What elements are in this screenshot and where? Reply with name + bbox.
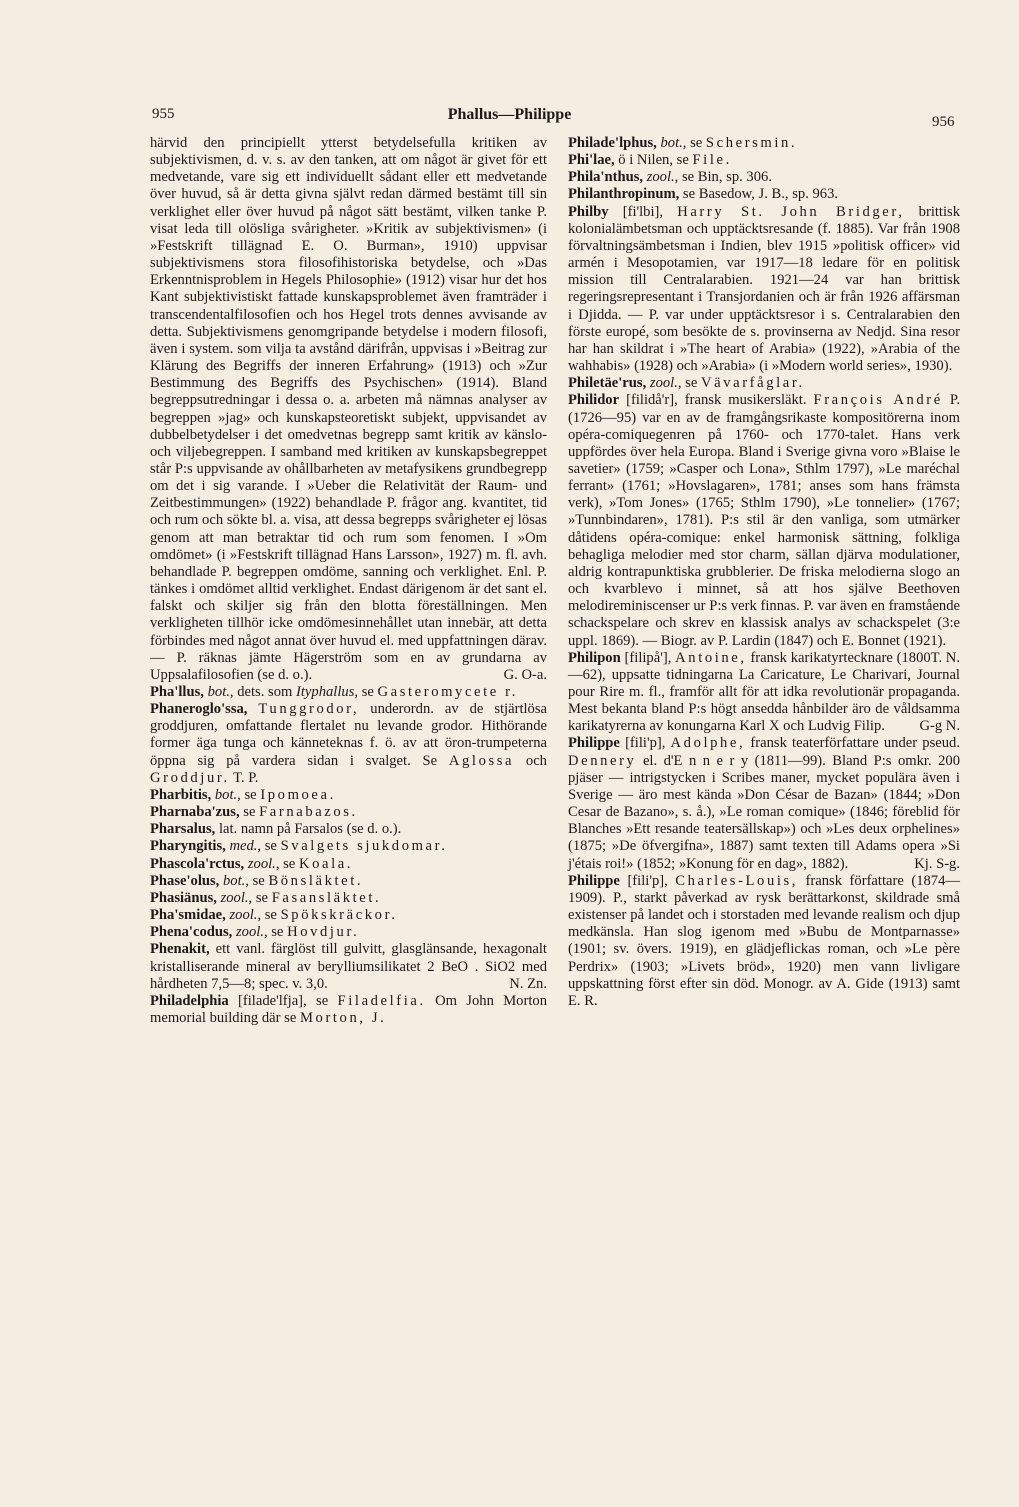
entry-philadelphus: Philade'lphus, bot., se Schersmin. xyxy=(568,135,798,151)
entry-phallus: Pha'llus, bot., dets. som Ityphallus, se Gasteromycete r. xyxy=(150,684,518,700)
page-number-right: 956 xyxy=(932,114,955,130)
entry-pharnabazus: Pharnaba'zus, se Farnabazos. xyxy=(150,804,358,821)
entry-pharbitis: Pharbitis, bot., se Ipomoea. xyxy=(150,786,336,803)
entry-philippe-charles-louis: Philippe [fili'p], Charles-Louis, fransk författare (1874—1909). P., starkt påverkad av rysk berättarkonst, skildrade små existenser på landet och i storstaden med levande realism och djup medkänsla. Han slog igenom med »Bubu de Montparnasse» (1901; sv. övers. 1919), en glädjeflickas roman, och »Le père Perdrix» (1903; »Livets bröd», 1920) men vann livligare uppskattning först efter sin död. Monogr. av A. Gide (1913) samt E. R. xyxy=(568,872,960,1009)
entry-philippe-adolphe: Philippe [fili'p], Adolphe, fransk teaterförfattare under pseud. Dennery el. d'E n n e r y (1811—99). Bland P:s omkr. 200 pjäser — intrigstycken i Scribes maner, mycket populära även i Sverige — äro mest kända »Don César de Bazan» (1844; »Don Cesar de Bazano», s. å.), »Le roman comique» (1846; föreblid för Blanches »Ett resande teatersällskap») och »Les deux orphelines» (1875; »De öfvergifna», 1887) samt texten till Adams opera »Si j'étais roi!» (1852; »Konung för en dag», 1882). Kj. S-g. xyxy=(568,735,960,872)
entry-phenakit: Phenakit, ett vanl. färglöst till gulvitt, glasglänsande, hexagonalt kristalliserande mineral av berylliumsilikatet 2 BeO . SiO2 med hårdheten 7,5—8; spec. v. 3,0. N. Zn. xyxy=(150,941,547,992)
entry-philidor: Philidor [filidå'r], fransk musikersläkt. François André P. (1726—95) var en av de framgångsrikaste kompositörerna inom opéra-comiquegenren på 1760- och 1770-talet. Hans verk uppfördes över hela Europa. Bland i Sverige givna voro »Blaise le savetier» (1759; »Casper och Lona», Sthlm 1797), »Le maréchal ferrant» (1761; »Hovslagaren», 1781; anses som hans främsta verk), »Tom Jones» (1765; Sthlm 1790), »Le tonnelier» (1767; »Tunnbindaren», 1781). P:s stil är den vanliga, som utmärker dåtidens opéra-comique: enkel harmonisk sättning, folkliga behagliga melodier med stor charm, sällan djärva modulationer, aldrig kontrapunktiska grubblerier. De friska melodierna slogo an och kvarblevo i minnet, så att hos själve Beethoven melodireminiscenser ur P:s verk finnas. P. var även en framstående schackspelare och skrev en klassisk analys av schackspelet (3:e uppl. 1869). — Biogr. av P. Lardin (1847) och E. Bonnet (1921). T. N. xyxy=(568,392,960,666)
entry-phascolarctus: Phascola'rctus, zool., se Koala. xyxy=(150,855,354,872)
entry-philby: Philby [fi'lbi], Harry St. John Bridger, brittisk kolonialämbetsman och upptäcktsresande (f. 1885). Var från 1908 förvaltningsämbetsman i Indien, blev 1915 »politisk officer» vid armén i Mesopotamien, var 1917—18 ledare för en politisk mission till Centralarabien. 1921—24 var han brittisk regeringsrepresentant i Transjordanien och är från 1926 affärsman i Djidda. — P. var under upptäcktsresor i s. Centralarabien den förste europé, som besökte de s. provinserna av Nedjd. Sina resor har han skildrat i »The heart of Arabia» (1922), »Arabia of the wahhabis» (1928) och »Arabia» (i »Modern world series», 1930). xyxy=(568,203,961,375)
entry-phasianus: Phasiänus, zool., se Fasansläktet. xyxy=(150,889,382,906)
entry-phaneroglossa: Phaneroglo'ssa, Tunggrodor, underordn. av de stjärtlösa groddjuren, omfattande flertalet nu levande grodor. Hithörande former äga tunga och känneteknas f. ö. av att öron-trumpeterna öppna sig på vardera sidan i svalget. Se Aglossa och Groddjur. T. P. xyxy=(150,701,548,786)
signature: G. O-a. xyxy=(503,666,547,683)
entry-philetaerus: Philetäe'rus, zool., se Vävarfåglar. xyxy=(568,375,805,392)
page-number-left: 955 xyxy=(152,106,175,122)
entry-philipon: Philipon [filipå'], Antoine, fransk karikatyrtecknare (1800—62), uppsatte tidningarna La Caricature, Le Charivari, Journal pour Rire m. fl., framför allt för att idka revolutionär propaganda. Mest bekanta bland P:s högt ansedda hånbilder äro de våldsamma karikatyrerna av konungarna Karl X och Ludvig Filip. G-g N. xyxy=(568,649,960,735)
entry-pharyngitis: Pharyngitis, med., se Svalgets sjukdomar. xyxy=(150,838,448,855)
left-column xyxy=(150,135,547,1027)
entry-phaseolus: Phase'olus, bot., se Bönsläktet. xyxy=(150,872,364,889)
continuation-text: härvid den principiellt ytterst betydelsefulla kritiken av subjektivismen, d. v. s. av den tanken, att om något är givet för ett medvetande, vare sig ett individuellt sådant eller ett medvetande över huvud, så är detta givna självt redan därmed bestämt till sin verklighet eller över huvud på något sätt bestämt, vilken tanke P. visat leda till olösliga svårigheter. »Kritik av subjektivismen» (i »Festskrift tillägnad E. O. Burman», 1910) uppvisar subjektivismens stora filosofihistoriska betydelse, och »Das Erkenntnisproblem in Hegels Philosophie» (1912) visar hur det hos Kant subjektivistiskt fattade kunskapsproblemet även framträder i transcendentalfilosofien och hos Hegel trots dennes avvisande av detta. Subjektivismens genomgripande betydelse i modern filosofi, även i system. som vilja ta avstånd därifrån, uppvisas i »Beitrag zur Klärung des Begriffs der inneren Erfahrung» (1913) och »Zur Bestimmung des Begriffs des Psychischen» (1914). Bland begreppsutredningar i dessa o. a. arbeten må nämnas analyser av begreppen »jag» och kunskapsteoretiskt subjekt, uppvisandet av dubbelbetydelser i det omedvetnas begrepp samt kritik av känslo- och viljebegreppen. I samband med kritiken av kunskapsbegreppet står P:s uppvisande av ohållbarheten av metafysikens grundbegrepp om det i sig varande. I »Ueber die Relativität der Raum- und Zeitbestimmungen» (1922) behandlade P. frågor ang. kvantitet, tid och rum och sökte bl. a. visa, att dessa begrepps svårigheter ej lösas genom att man betraktar tid och rum som fenomen. I »Om omdömet» (i »Festskrift tillägnad Hans Larsson», 1927) m. fl. avh. behandlade P. begreppen omdöme, sanning och verklighet. Enl. P. tänkes i omdömet alltid verklighet. Endast därigenom är det sant el. falskt och skiljer sig från den blotta föreställningen. Men verkligheten tillhör icke omdömesinnehållet utan innebär, att detta förbindes med något annat över huvud el. med uppfattningen därav. — P. räknas jämte Hägerström som en av grundarna av Uppsalafilosofien (se d. o.). G. O-a. xyxy=(150,135,547,683)
running-title: Phallus—Philippe xyxy=(447,106,572,123)
entry-philanthropinum: Philanthropinum, se Basedow, J. B., sp. 963. xyxy=(568,186,839,203)
entry-philadelphia: Philadelphia [filade'lfja], se Filadelfia. Om John Morton memorial building där se Morton, J. xyxy=(150,992,547,1026)
entry-phenacodus: Phena'codus, zool., se Hovdjur. xyxy=(150,924,360,941)
entry-philanthus: Phila'nthus, zool., se Bin, sp. 306. xyxy=(568,169,772,186)
right-column xyxy=(568,135,960,1010)
entry-pharsalus: Pharsalus, lat. namn på Farsalos (se d. o.). xyxy=(150,821,402,838)
page-header xyxy=(0,104,1019,130)
entry-philae: Phi'lae, ö i Nilen, se File. xyxy=(568,152,732,169)
entry-phasmidae: Pha'smidae, zool., se Spökskräckor. xyxy=(150,907,398,924)
